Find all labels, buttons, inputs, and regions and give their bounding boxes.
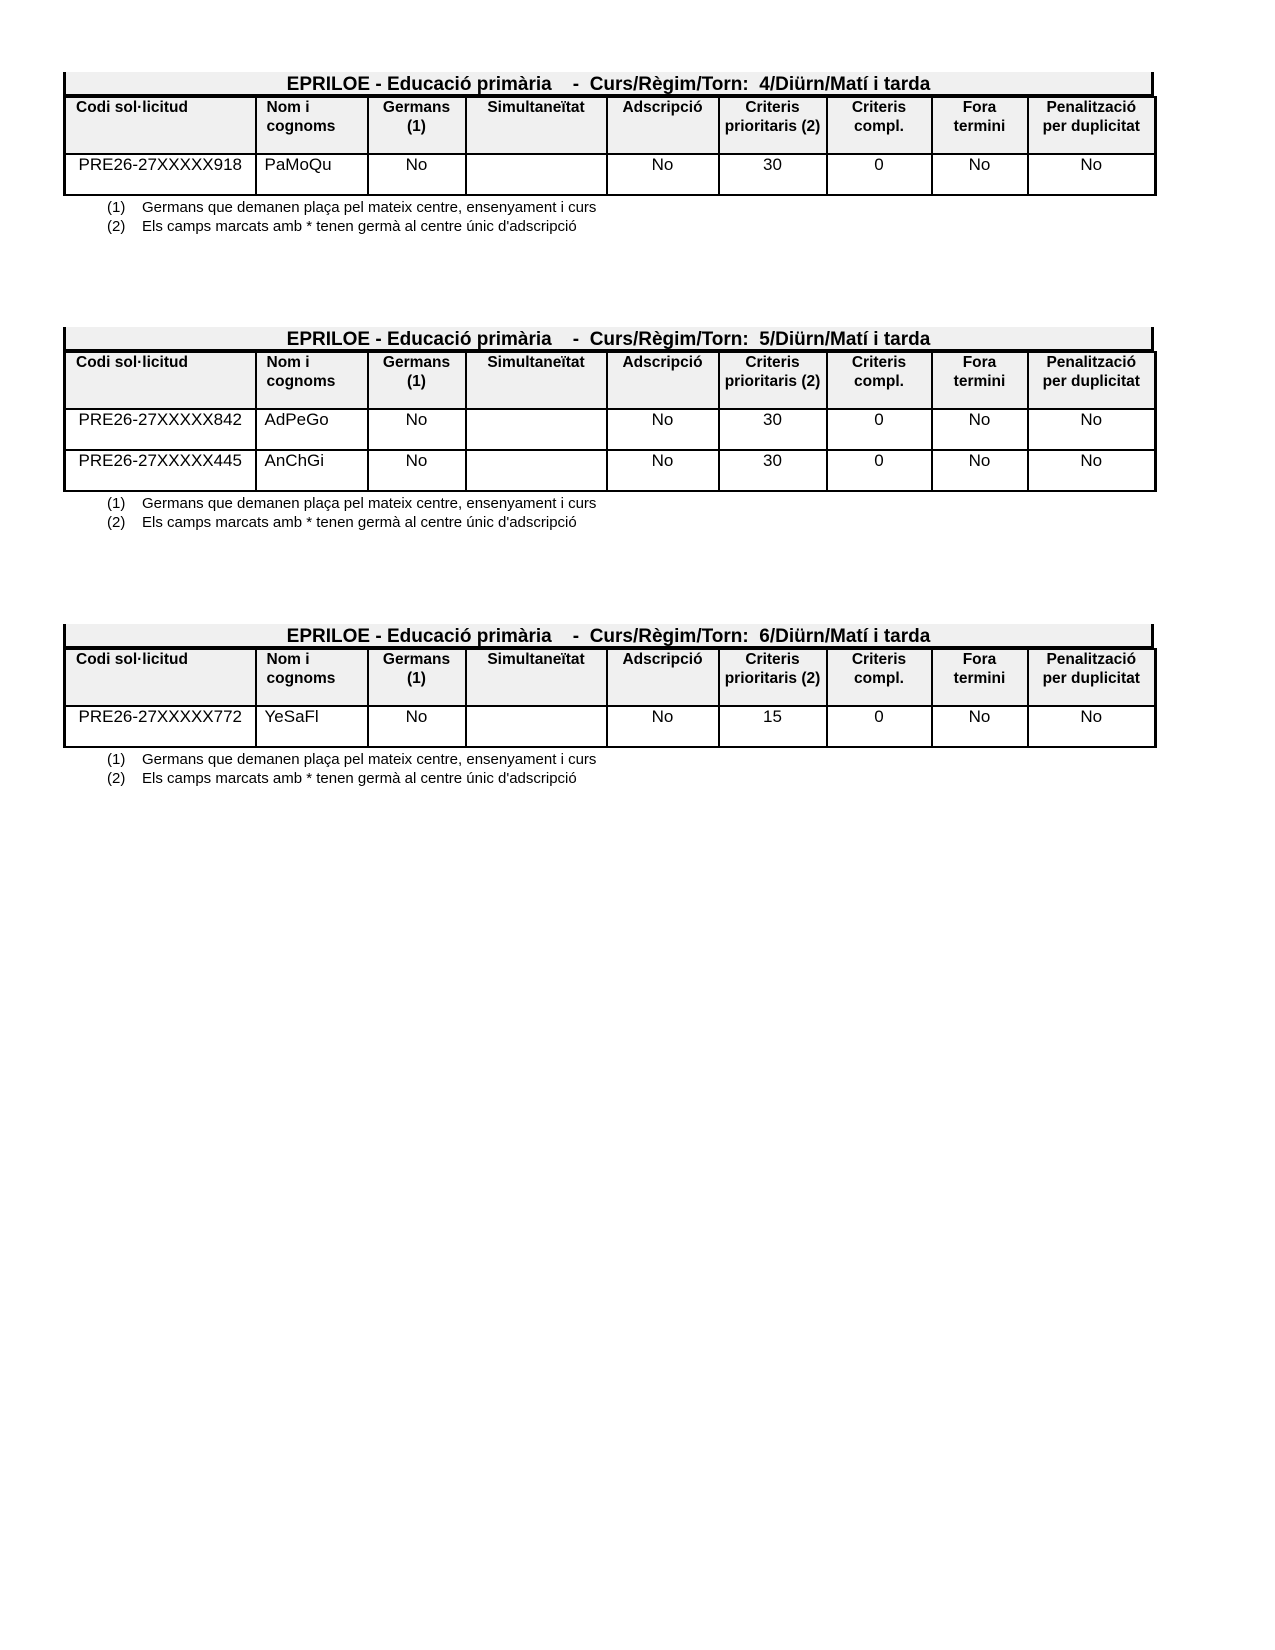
admission-table-section <box>63 72 1154 236</box>
table-cell: YeSaFl <box>256 706 368 747</box>
column-header: Criteris prioritaris (2) <box>719 649 827 706</box>
table-cell: No <box>932 706 1028 747</box>
column-header: Criteris compl. <box>827 649 932 706</box>
footnote <box>63 198 1154 217</box>
header-row <box>65 352 1156 409</box>
table-cell: No <box>932 409 1028 450</box>
column-header: Penalització per duplicitat <box>1028 649 1156 706</box>
footnote-number: (2) <box>107 770 126 787</box>
table-row <box>65 450 1156 491</box>
footnotes <box>63 198 1154 236</box>
table-cell: PRE26-27XXXXX445 <box>65 450 256 491</box>
column-header: Simultaneïtat <box>466 97 607 154</box>
table-title: EPRILOE - Educació primària - Curs/Règim/Torn: 4/Diürn/Matí i tarda <box>63 72 1154 96</box>
table-cell: No <box>1028 409 1156 450</box>
table-cell: No <box>368 450 466 491</box>
table-row <box>65 706 1156 747</box>
table-cell: PaMoQu <box>256 154 368 195</box>
table-cell: 0 <box>827 706 932 747</box>
table-title: EPRILOE - Educació primària - Curs/Règim/Torn: 5/Diürn/Matí i tarda <box>63 327 1154 351</box>
header-row <box>65 649 1156 706</box>
table-cell: No <box>607 409 719 450</box>
footnote <box>63 750 1154 769</box>
footnotes <box>63 750 1154 788</box>
footnote-text: Germans que demanen plaça pel mateix centre, ensenyament i curs <box>142 751 597 768</box>
footnote-text: Els camps marcats amb * tenen germà al centre únic d'adscripció <box>142 770 577 787</box>
table-cell: No <box>932 450 1028 491</box>
column-header: Germans (1) <box>368 649 466 706</box>
footnote-number: (1) <box>107 495 126 512</box>
footnote-text: Els camps marcats amb * tenen germà al centre únic d'adscripció <box>142 218 577 235</box>
admission-table <box>63 648 1157 748</box>
admission-table <box>63 96 1157 196</box>
table-cell: 30 <box>719 450 827 491</box>
column-header: Adscripció <box>607 649 719 706</box>
footnote <box>63 217 1154 236</box>
footnote-number: (1) <box>107 751 126 768</box>
footnote-number: (1) <box>107 199 126 216</box>
footnote <box>63 513 1154 532</box>
table-cell <box>466 450 607 491</box>
footnote-text: Germans que demanen plaça pel mateix centre, ensenyament i curs <box>142 495 597 512</box>
table-cell: 0 <box>827 409 932 450</box>
footnote-text: Els camps marcats amb * tenen germà al centre únic d'adscripció <box>142 514 577 531</box>
table-cell: 30 <box>719 154 827 195</box>
table-cell: PRE26-27XXXXX842 <box>65 409 256 450</box>
footnote <box>63 494 1154 513</box>
footnote <box>63 769 1154 788</box>
column-header: Criteris compl. <box>827 97 932 154</box>
column-header: Fora termini <box>932 649 1028 706</box>
table-cell: 0 <box>827 450 932 491</box>
table-cell: PRE26-27XXXXX772 <box>65 706 256 747</box>
column-header: Codi sol·licitud <box>65 97 256 154</box>
table-cell: No <box>368 706 466 747</box>
table-cell: No <box>1028 154 1156 195</box>
footnote-number: (2) <box>107 218 126 235</box>
column-header: Fora termini <box>932 97 1028 154</box>
table-title: EPRILOE - Educació primària - Curs/Règim/Torn: 6/Diürn/Matí i tarda <box>63 624 1154 648</box>
column-header: Germans (1) <box>368 352 466 409</box>
table-cell: No <box>1028 706 1156 747</box>
column-header: Criteris prioritaris (2) <box>719 97 827 154</box>
column-header: Codi sol·licitud <box>65 649 256 706</box>
table-row <box>65 154 1156 195</box>
column-header: Nom i cognoms <box>256 97 368 154</box>
admission-table-section <box>63 327 1154 532</box>
column-header: Penalització per duplicitat <box>1028 352 1156 409</box>
column-header: Simultaneïtat <box>466 352 607 409</box>
admission-table <box>63 351 1157 492</box>
table-cell: No <box>1028 450 1156 491</box>
footnote-text: Germans que demanen plaça pel mateix centre, ensenyament i curs <box>142 199 597 216</box>
footnotes <box>63 494 1154 532</box>
column-header: Penalització per duplicitat <box>1028 97 1156 154</box>
table-cell <box>466 706 607 747</box>
table-cell <box>466 409 607 450</box>
column-header: Germans (1) <box>368 97 466 154</box>
table-cell: No <box>368 409 466 450</box>
table-cell: AdPeGo <box>256 409 368 450</box>
table-cell: No <box>368 154 466 195</box>
table-cell: AnChGi <box>256 450 368 491</box>
table-cell <box>466 154 607 195</box>
header-row <box>65 97 1156 154</box>
column-header: Codi sol·licitud <box>65 352 256 409</box>
table-cell: 30 <box>719 409 827 450</box>
column-header: Adscripció <box>607 97 719 154</box>
column-header: Fora termini <box>932 352 1028 409</box>
admission-table-section <box>63 624 1154 788</box>
column-header: Simultaneïtat <box>466 649 607 706</box>
column-header: Nom i cognoms <box>256 352 368 409</box>
table-cell: No <box>932 154 1028 195</box>
table-cell: PRE26-27XXXXX918 <box>65 154 256 195</box>
column-header: Nom i cognoms <box>256 649 368 706</box>
table-cell: 15 <box>719 706 827 747</box>
table-cell: No <box>607 706 719 747</box>
table-cell: No <box>607 450 719 491</box>
column-header: Criteris compl. <box>827 352 932 409</box>
table-row <box>65 409 1156 450</box>
column-header: Adscripció <box>607 352 719 409</box>
table-cell: 0 <box>827 154 932 195</box>
footnote-number: (2) <box>107 514 126 531</box>
column-header: Criteris prioritaris (2) <box>719 352 827 409</box>
table-cell: No <box>607 154 719 195</box>
